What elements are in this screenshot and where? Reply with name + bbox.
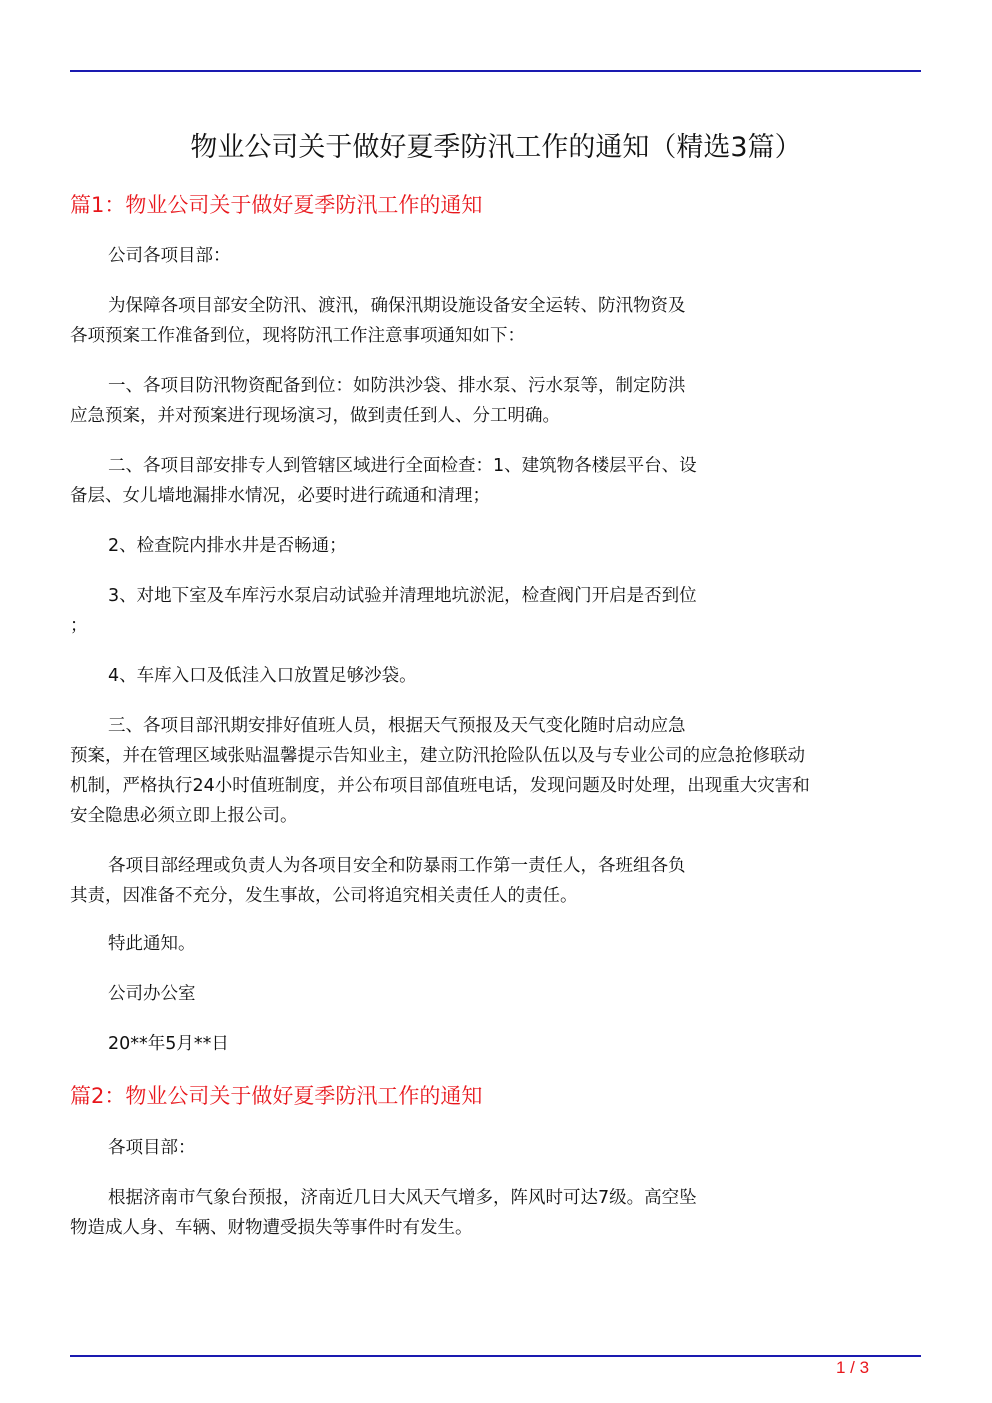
header-rule [70,70,921,72]
paragraph-line: 备层、女儿墙地漏排水情况，必要时进行疏通和清理； [70,486,490,506]
paragraph-line: 二、各项目部安排专人到管辖区域进行全面检查：1、建筑物各楼层平台、设 [108,456,697,476]
document-title: 物业公司关于做好夏季防汛工作的通知（精选3篇） [190,132,802,163]
paragraph-line: ； [70,616,88,636]
paragraph-line: 20**年5月**日 [108,1034,229,1054]
paragraph [70,661,930,691]
paragraph-line: 安全隐患必须立即上报公司。 [70,806,298,826]
paragraph-line: 公司办公室 [108,984,196,1004]
paragraph-line: 各项目部： [108,1138,196,1158]
paragraph [70,581,930,641]
paragraph [70,451,930,511]
paragraph-line: 2、检查院内排水井是否畅通； [108,536,347,556]
paragraph-line: 各项目部经理或负责人为各项目安全和防暴雨工作第一责任人，各班组各负 [108,856,686,876]
paragraph [70,1133,930,1163]
paragraph [70,531,930,561]
paragraph-line: 三、各项目部汛期安排好值班人员，根据天气预报及天气变化随时启动应急 [108,716,686,736]
paragraph [70,371,930,431]
paragraph [70,241,930,271]
paragraph [70,1029,930,1059]
paragraph-line: 特此通知。 [108,934,196,954]
paragraph-line: 机制，严格执行24小时值班制度，并公布项目部值班电话，发现问题及时处理，出现重大灾害和 [70,776,810,796]
paragraph-line: 预案，并在管理区域张贴温馨提示告知业主，建立防汛抢险队伍以及与专业公司的应急抢修联动 [70,746,805,766]
section-heading: 篇2：物业公司关于做好夏季防汛工作的通知 [70,1084,483,1108]
paragraph-line: 其责，因准备不充分，发生事故，公司将追究相关责任人的责任。 [70,886,578,906]
paragraph-line: 3、对地下室及车库污水泵启动试验并清理地坑淤泥，检查阀门开启是否到位 [108,586,697,606]
page-number: 1 / 3 [836,1358,870,1377]
paragraph-line: 应急预案，并对预案进行现场演习，做到责任到人、分工明确。 [70,406,560,426]
paragraph-line: 一、各项目防汛物资配备到位：如防洪沙袋、排水泵、污水泵等，制定防洪 [108,376,686,396]
paragraph [70,979,930,1009]
paragraph-line: 各项预案工作准备到位，现将防汛工作注意事项通知如下： [70,326,525,346]
paragraph-line: 根据济南市气象台预报，济南近几日大风天气增多，阵风时可达7级。高空坠 [108,1188,697,1208]
footer-rule [70,1355,921,1357]
paragraph-line: 为保障各项目部安全防汛、渡汛，确保汛期设施设备安全运转、防汛物资及 [108,296,686,316]
paragraph [70,851,930,911]
paragraph [70,1183,930,1243]
section-heading: 篇1：物业公司关于做好夏季防汛工作的通知 [70,193,483,217]
paragraph [70,291,930,351]
paragraph-line: 公司各项目部： [108,246,231,266]
paragraph [70,929,930,959]
paragraph-line: 4、车库入口及低洼入口放置足够沙袋。 [108,666,417,686]
paragraph [70,711,930,831]
paragraph-line: 物造成人身、车辆、财物遭受损失等事件时有发生。 [70,1218,473,1238]
